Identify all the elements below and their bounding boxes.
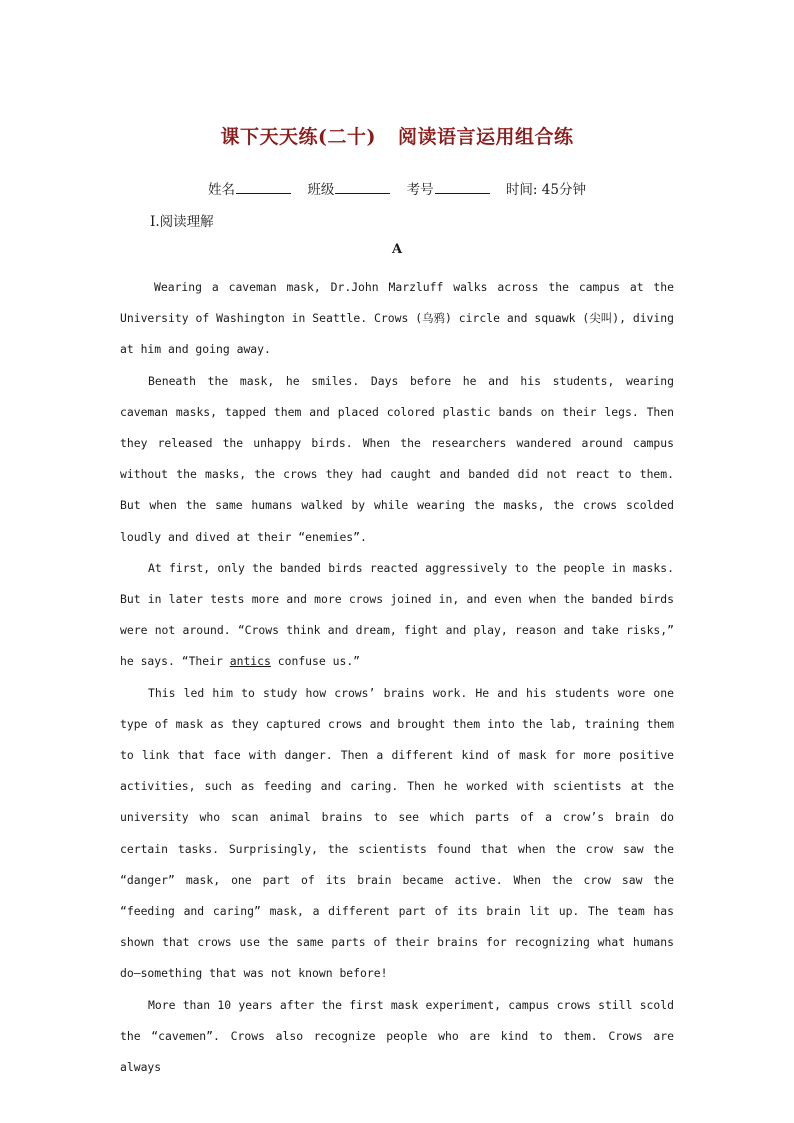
section-heading: Ⅰ.阅读理解 xyxy=(150,214,214,230)
name-blank xyxy=(236,181,291,194)
paragraph-4: This led him to study how crows’ brains work. He and his students wore one type of mask as they captured crows and brought them into the lab, training them to link that face with danger. Then a different kind of mask for more positive activities, such as feeding and caring. Then he worked with scientists at the university who scan animal brains to see which parts of a crow’s brain do certain tasks. Surprisingly, the scientists found that when the crow saw the “danger” mask, one part of its brain became active. When the crow saw the “feeding and caring” mask, a different part of its brain lit up. The team has shown that crows use the same parts of their brains for recognizing what humans do—something that was not known before! xyxy=(120,685,674,981)
class-blank xyxy=(335,181,390,194)
passage-body xyxy=(120,272,674,1083)
paragraph-5: More than 10 years after the first mask experiment, campus crows still scold the “cavemen”. Crows also recognize people who are kind to them. Crows are always xyxy=(120,997,674,1075)
time-label: 时间: 45分钟 xyxy=(505,182,586,198)
name-field xyxy=(208,178,291,198)
number-field xyxy=(407,178,490,198)
time-field xyxy=(506,178,586,198)
number-label: 考号 xyxy=(406,182,434,198)
paragraph-3 xyxy=(120,553,674,678)
name-label: 姓名 xyxy=(208,182,236,198)
number-blank xyxy=(435,181,490,194)
class-label: 班级 xyxy=(307,182,335,198)
title-part-2: 阅读语言运用组合练 xyxy=(397,126,574,148)
paragraph-3-text-a: At first, only the banded birds reacted aggressively to the people in masks. But in later tests more and more crows joined in, and even when the banded birds were not around. “Crows think and dream, fight and play, reason and take risks,” he says. “Their xyxy=(120,560,674,669)
student-info-line xyxy=(0,178,794,198)
page-title xyxy=(0,122,794,149)
paragraph-1: Wearing a caveman mask, Dr.John Marzluff walks across the campus at the University of Washington in Seattle. Crows (乌鸦) circle and squawk (尖叫), diving at him and going away. xyxy=(120,280,674,357)
paragraph-2: Beneath the mask, he smiles. Days before he and his students, wearing caveman masks, tapped them and placed colored plastic bands on their legs. Then they released the unhappy birds. When the researchers wandered around campus without the masks, the crows they had caught and banded did not react to them. But when the same humans walked by while wearing the masks, the crows scolded loudly and dived at their “enemies”. xyxy=(120,373,674,544)
class-field xyxy=(307,178,390,198)
underlined-word: antics xyxy=(229,654,271,669)
passage-label: A xyxy=(391,242,403,257)
paragraph-3-text-b: confuse us.” xyxy=(270,654,361,669)
title-part-1: 课下天天练(二十) xyxy=(220,126,376,148)
